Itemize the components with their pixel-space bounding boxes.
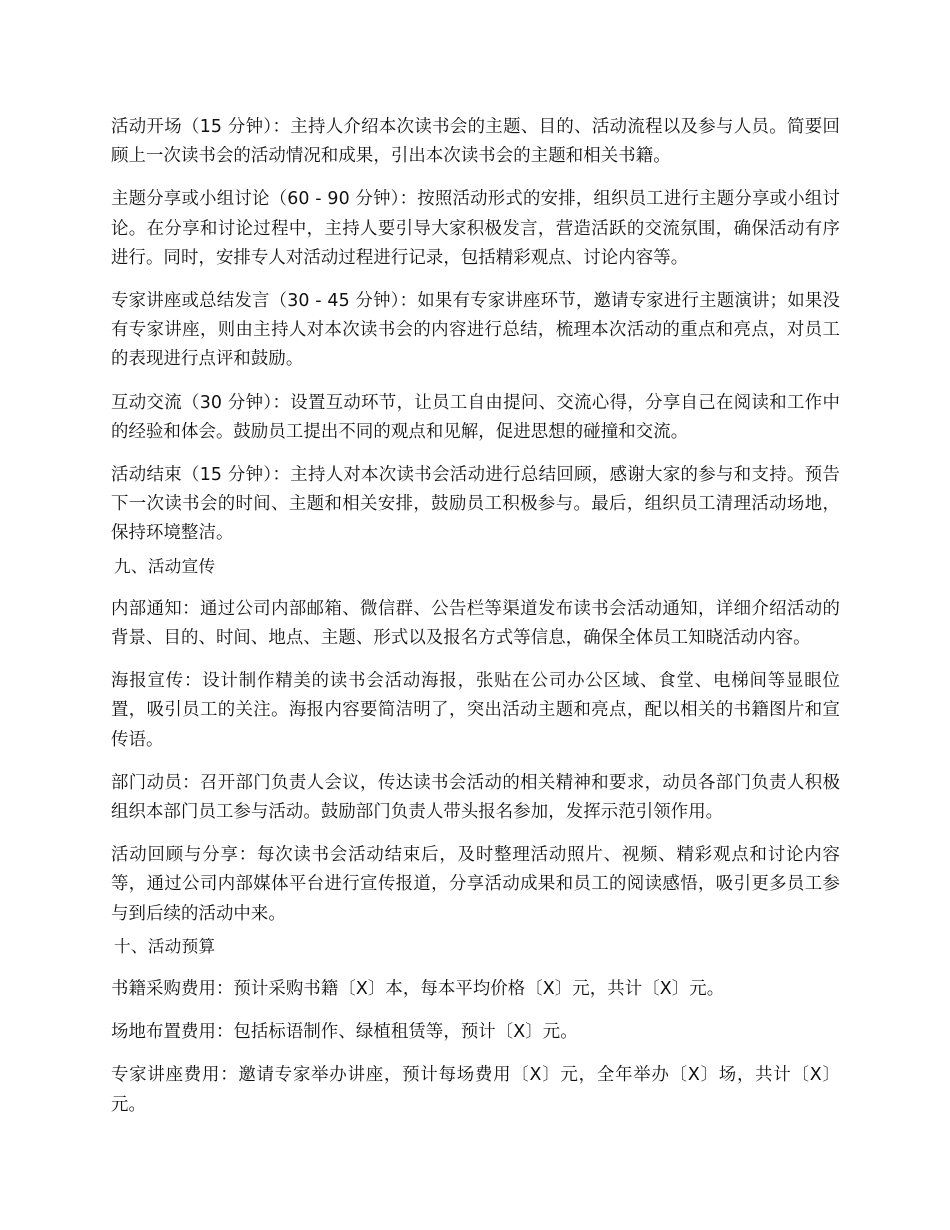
section-promotion	[111, 549, 840, 929]
paragraph-agenda-interaction: 互动交流（30 分钟）：设置互动环节，让员工自由提问、交流心得，分享自己在阅读和工作中的经验和体会。鼓励员工提出不同的观点和见解，促进思想的碰撞和交流。	[111, 392, 840, 442]
document-body	[111, 113, 840, 1120]
paragraph-review-and-share: 活动回顾与分享：每次读书会活动结束后，及时整理活动照片、视频、精彩观点和讨论内容等，通过公司内部媒体平台进行宣传报道，分享活动成果和员工的阅读感悟，吸引更多员工参与到后续的活动中来。	[111, 845, 840, 924]
paragraph-agenda-sharing: 主题分享或小组讨论（60 - 90 分钟）：按照活动形式的安排，组织员工进行主题分享或小组讨论。在分享和讨论过程中，主持人要引导大家积极发言，营造活跃的交流氛围，确保活动有序进行。同时，安排专人对活动过程进行记录，包括精彩观点、讨论内容等。	[111, 189, 840, 268]
section-heading-budget: 十、活动预算	[114, 936, 216, 956]
paragraph-department-mobilization: 部门动员：召开部门负责人会议，传达读书会活动的相关精神和要求，动员各部门负责人积极组织本部门员工参与活动。鼓励部门负责人带头报名参加，发挥示范引领作用。	[111, 772, 840, 823]
paragraph-book-purchase-cost: 书籍采购费用：预计采购书籍〔X〕本，每本平均价格〔X〕元，共计〔X〕元。	[111, 979, 725, 1000]
paragraph-agenda-lecture: 专家讲座或总结发言（30 - 45 分钟）：如果有专家讲座环节，邀请专家进行主题演讲；如果没有专家讲座，则由主持人对本次读书会的内容进行总结，梳理本次活动的重点和亮点，对员工的表现进行点评和鼓励。	[111, 291, 840, 370]
paragraph-poster-promotion: 海报宣传：设计制作精美的读书会活动海报，张贴在公司办公区域、食堂、电梯间等显眼位置，吸引员工的关注。海报内容要简洁明了，突出活动主题和亮点，配以相关的书籍图片和宣传语。	[111, 671, 840, 750]
paragraph-expert-lecture-cost: 专家讲座费用：邀请专家举办讲座，预计每场费用〔X〕元，全年举办〔X〕场，共计〔X〕元。	[111, 1065, 840, 1115]
paragraph-agenda-opening: 活动开场（15 分钟）：主持人介绍本次读书会的主题、目的、活动流程以及参与人员。简要回顾上一次读书会的活动情况和成果，引出本次读书会的主题和相关书籍。	[111, 117, 840, 167]
section-heading-promotion: 九、活动宣传	[114, 556, 216, 576]
section-budget	[111, 929, 840, 1120]
paragraph-agenda-closing: 活动结束（15 分钟）：主持人对本次读书会活动进行总结回顾，感谢大家的参与和支持。预告下一次读书会的时间、主题和相关安排，鼓励员工积极参与。最后，组织员工清理活动场地，保持环境整洁。	[111, 465, 840, 544]
paragraph-internal-notice: 内部通知：通过公司内部邮箱、微信群、公告栏等渠道发布读书会活动通知，详细介绍活动的背景、目的、时间、地点、主题、形式以及报名方式等信息，确保全体员工知晓活动内容。	[111, 598, 840, 649]
paragraph-venue-setup-cost: 场地布置费用：包括标语制作、绿植租赁等，预计〔X〕元。	[111, 1022, 578, 1043]
section-agenda	[111, 113, 840, 549]
